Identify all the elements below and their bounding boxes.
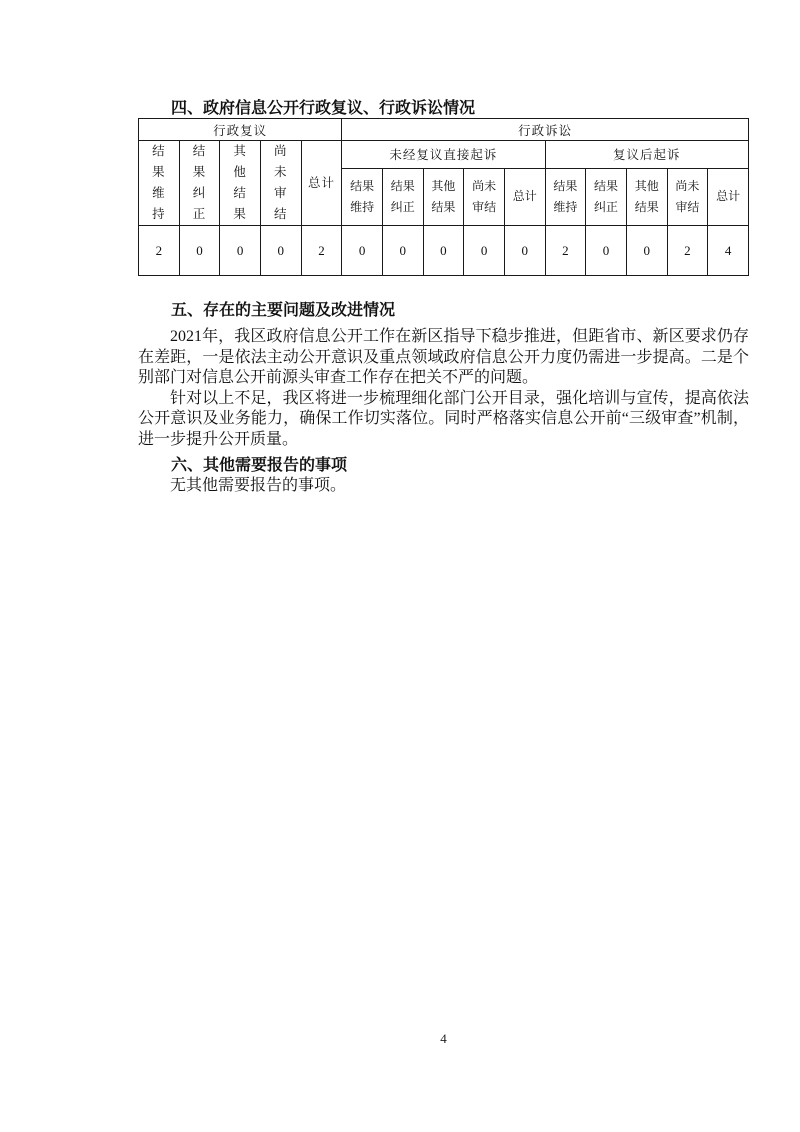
section-six-heading: 六、其他需要报告的事项 xyxy=(171,457,348,474)
cell-direct-other-result: 0 xyxy=(423,226,464,276)
header-review-total: 总计 xyxy=(301,141,342,226)
header-review-result-corrected xyxy=(179,141,220,226)
header-after-result-corrected xyxy=(586,168,627,225)
header-direct-pending xyxy=(464,168,505,225)
header-direct-result-upheld-label: 结果维持 xyxy=(350,178,375,214)
cell-after-other-result: 0 xyxy=(626,226,667,276)
header-review-other-result xyxy=(220,141,261,226)
header-direct-other-result xyxy=(423,168,464,225)
header-direct-litigation-subgroup: 未经复议直接起诉 xyxy=(342,141,545,169)
header-review-result-corrected-label: 结果纠正 xyxy=(192,144,207,221)
header-after-result-upheld-label: 结果维持 xyxy=(553,178,578,214)
cell-review-pending: 0 xyxy=(260,226,301,276)
header-direct-result-corrected xyxy=(382,168,423,225)
cell-after-result-upheld: 2 xyxy=(545,226,586,276)
cell-after-pending: 2 xyxy=(667,226,708,276)
header-after-review-litigation-subgroup: 复议后起诉 xyxy=(545,141,748,169)
section-five-paragraph-1: 2021年，我区政府信息公开工作在新区指导下稳步推进，但距省市、新区要求仍存在差距，一是依法主动公开意识及重点领域政府信息公开力度仍需进一步提高。二是个别部门对信息公开前源头审查工作存在把关不严的问题。 xyxy=(138,328,749,386)
header-admin-litigation-group: 行政诉讼 xyxy=(342,119,749,141)
header-after-pending-label: 尚未审结 xyxy=(675,178,700,214)
header-after-result-upheld xyxy=(545,168,586,225)
header-after-total: 总计 xyxy=(708,168,749,225)
table-group-header-row xyxy=(139,119,749,141)
cell-after-total: 4 xyxy=(708,226,749,276)
cell-review-result-corrected: 0 xyxy=(179,226,220,276)
header-after-other-result-label: 其他结果 xyxy=(634,178,659,214)
header-direct-total: 总计 xyxy=(504,168,545,225)
cell-review-total: 2 xyxy=(301,226,342,276)
cell-direct-total: 0 xyxy=(504,226,545,276)
header-review-other-result-label: 其他结果 xyxy=(233,144,247,221)
section-six-paragraph-1: 无其他需要报告的事项。 xyxy=(170,477,347,494)
header-after-pending xyxy=(667,168,708,225)
section-four-heading: 四、政府信息公开行政复议、行政诉讼情况 xyxy=(171,100,476,117)
table-subgroup-header-row xyxy=(139,141,749,169)
section-five-paragraph-2: 针对以上不足，我区将进一步梳理细化部门公开目录，强化培训与宣传，提高依法公开意识及业务能力，确保工作切实落位。同时严格落实信息公开前“三级审查”机制，进一步提升公开质量。 xyxy=(138,389,749,448)
document-content xyxy=(138,99,749,497)
header-direct-other-result-label: 其他结果 xyxy=(431,178,456,214)
page-number: 4 xyxy=(440,1031,447,1046)
header-review-pending xyxy=(260,141,301,226)
header-direct-pending-label: 尚未审结 xyxy=(472,178,497,214)
cell-direct-pending: 0 xyxy=(464,226,505,276)
cell-after-result-corrected: 0 xyxy=(586,226,627,276)
table-data-row xyxy=(139,226,749,276)
header-after-other-result xyxy=(626,168,667,225)
header-review-pending-label: 尚未审结 xyxy=(274,144,288,221)
header-admin-review-group: 行政复议 xyxy=(139,119,342,141)
cell-review-result-upheld: 2 xyxy=(139,226,180,276)
admin-review-litigation-table xyxy=(138,118,749,276)
cell-direct-result-corrected: 0 xyxy=(382,226,423,276)
header-direct-result-upheld xyxy=(342,168,383,225)
cell-review-other-result: 0 xyxy=(220,226,261,276)
header-after-result-corrected-label: 结果纠正 xyxy=(594,178,619,214)
cell-direct-result-upheld: 0 xyxy=(342,226,383,276)
header-review-result-upheld-label: 结果维持 xyxy=(152,144,166,221)
section-five-heading: 五、存在的主要问题及改进情况 xyxy=(171,302,396,319)
header-review-result-upheld xyxy=(139,141,180,226)
header-direct-result-corrected-label: 结果纠正 xyxy=(390,178,415,214)
